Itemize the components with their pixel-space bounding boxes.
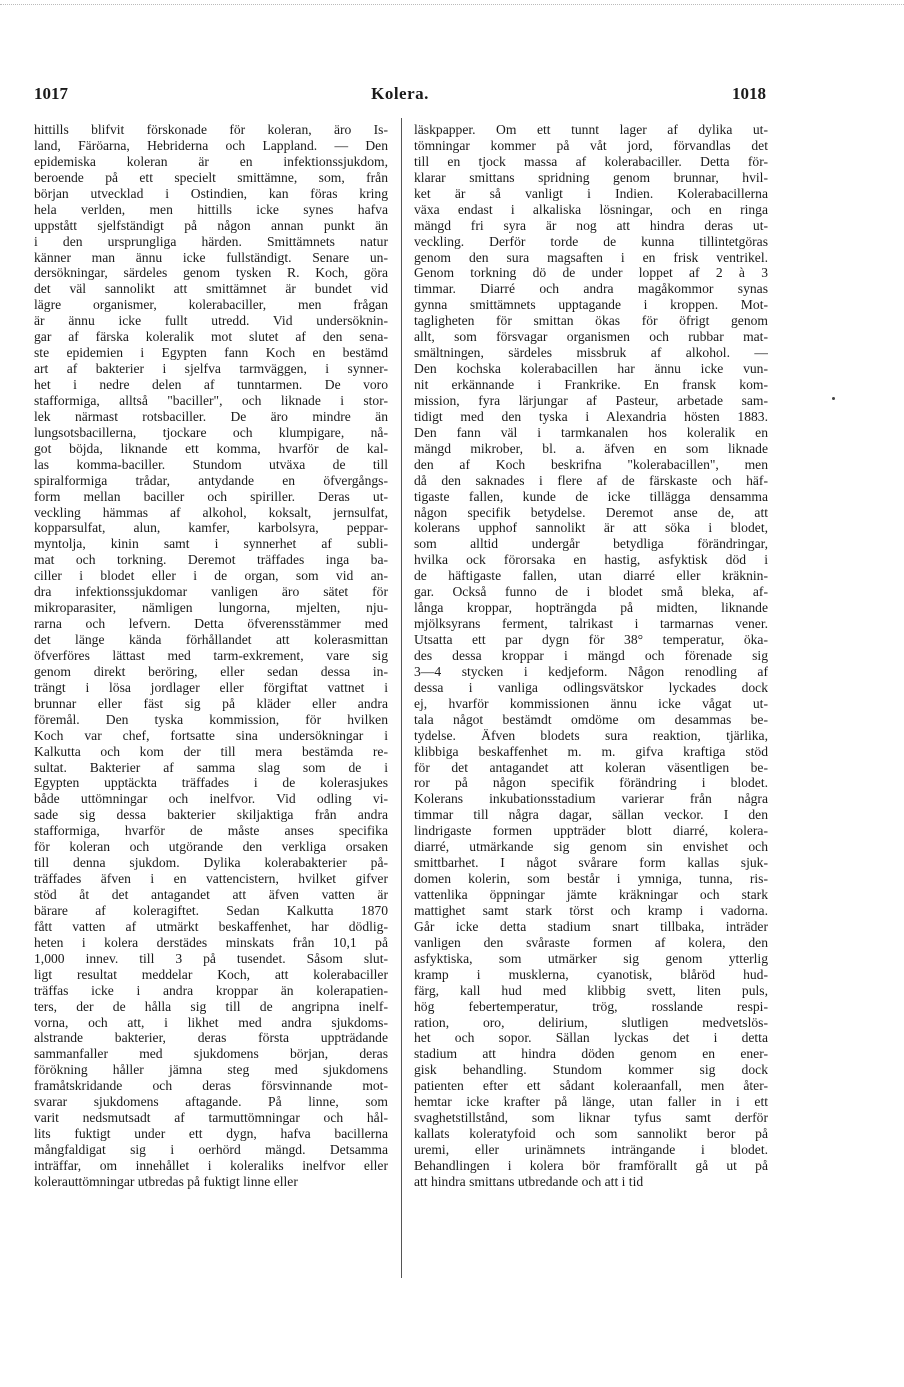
text-line: epidemiska koleran är en infektionssjukdom, (34, 153, 388, 169)
text-line: mjölksyrans ferment, talrikast i tarmarnas vener. (414, 616, 768, 632)
text-line: las komma-baciller. Stundom utväxa de till (34, 456, 388, 472)
text-line: mission, fyra lärjungar af Pasteur, arbetade sam- (414, 392, 768, 408)
text-line: ligt resultat meddelar Koch, att kolerabaciller (34, 966, 388, 982)
text-line: land, Färöarna, Hebriderna och Lappland. — Den (34, 137, 388, 153)
text-line: nit erkännande i Frankrike. En fransk kom- (414, 377, 768, 392)
margin-mark (832, 397, 835, 400)
text-line: Koch var chef, fortsatte sina undersökningar i (34, 727, 388, 743)
text-line: Kalkutta och kom der till mera bestämda re- (34, 743, 388, 759)
text-line: hittills blifvit förskonade för koleran, äro Is- (34, 122, 388, 137)
text-line: timmar. Diarré och andra magåkommor synas (414, 281, 768, 297)
text-line: den af Koch beskrifna "kolerabacillen", men (414, 456, 768, 472)
text-line: inträffar, om innehållet i koleraliks inelfvor eller (34, 1157, 388, 1173)
text-line: 3—4 stycken i kedjeform. Någon renodling af (414, 663, 768, 679)
text-line: trängt i lösa jordlager eller förgiftat vattnet i (34, 679, 388, 695)
text-line: domen kolerin, som består i ymniga, tunna, ris- (414, 871, 768, 887)
text-line: beroende på ett specielt smittämne, som, från (34, 169, 388, 185)
text-line: mattighet samt stark törst och kramp i vadorna. (414, 902, 768, 918)
text-line: veckling hämmas af alkohol, koksalt, jernsulfat, (34, 504, 388, 520)
text-line: allt, som försvagar organismen och rubbar mat- (414, 329, 768, 345)
column-divider (401, 118, 402, 1278)
text-line: Behandlingen i kolera bör framförallt gå ut på (414, 1157, 768, 1173)
text-line: sammanfaller med sjukdomens början, deras (34, 1046, 388, 1062)
text-line: träffades äfven i en vattencistern, hvilket gifver (34, 871, 388, 887)
text-line: Egypten upptäckta träffades i de kolerasjukes (34, 775, 388, 791)
text-line: patienten efter ett sådant koleraanfall, men åter- (414, 1078, 768, 1094)
text-line: vanligen den svåraste formen af kolera, den (414, 934, 768, 950)
text-line: Den fann väl i tarmkanalen hos koleralik en (414, 424, 768, 440)
text-line: för koleran och utgörande den verkliga orsaken (34, 839, 388, 855)
text-line: lek närmast rotsbaciller. De äro mindre än (34, 408, 388, 424)
text-line: ters, der de hålla sig till de angripna inelf- (34, 998, 388, 1014)
text-line: uremi, eller urinämnets inträngande i blodet. (414, 1142, 768, 1157)
text-line: färg, kall hud med klibbig svett, liten puls, (414, 982, 768, 998)
text-line: för det antagandet att koleran väsentligen be- (414, 759, 768, 775)
text-line: det länge kända förhållandet att kolerasmittan (34, 632, 388, 647)
text-line: gynna smittämnets upptagande i kroppen. Mot- (414, 297, 768, 313)
text-line: stadium att hindra döden genom en ener- (414, 1046, 768, 1062)
text-line: mångfaldigat sig i oerhörd mängd. Detsamma (34, 1142, 388, 1157)
text-line: kopparsulfat, alun, kamfer, karbolsyra, peppar- (34, 520, 388, 536)
text-line: tagligheten för smittan ökas för öfrigt genom (414, 313, 768, 329)
text-line: lungsotsbacillerna, tjockare och klumpigare, nå- (34, 424, 388, 440)
text-line: någon specifik betydelse. Deremot anse de, att (414, 504, 768, 520)
text-line: varit nedsmutsadt af tarmuttömningar och hål- (34, 1110, 388, 1126)
text-line: ket är så vanligt i Indien. Kolerabacillerna (414, 185, 768, 201)
text-line: smittbarhet. I något svårare form kallas sjuk- (414, 855, 768, 871)
text-line: långa kroppar, hopträngda på midten, liknande (414, 600, 768, 616)
text-line: som alltid undergår betydliga förändringar, (414, 536, 768, 552)
text-line: stafformiga, hvarför de måste anses specifika (34, 823, 388, 839)
text-line: fått vatten af utmärkt beskaffenhet, har dödlig- (34, 918, 388, 934)
text-line: till en tjock massa af kolerabaciller. Detta för- (414, 153, 768, 169)
text-line: början utvecklad i Ostindien, kan föras kring (34, 185, 388, 201)
text-line: ciller i blodet eller i de organ, som vid an- (34, 568, 388, 584)
text-line: dersökningar, särdeles genom tysken R. Koch, göra (34, 265, 388, 281)
text-line: hemtar icke krafter på länge, utan faller in i ett (414, 1094, 768, 1110)
text-line: form mellan baciller och spiriller. Deras ut- (34, 488, 388, 504)
text-line: ste epidemien i Egypten fann Koch en bestämd (34, 345, 388, 361)
text-line: ration, oro, delirium, slutligen medvetslös- (414, 1014, 768, 1030)
text-line: het i nedre delen af tunntarmen. De voro (34, 377, 388, 392)
top-border-rule (0, 4, 904, 5)
text-line: till denna sjukdom. Dylika kolerabakterier på- (34, 855, 388, 871)
text-line: diarré, utmärkande sig genom sin envishet och (414, 839, 768, 855)
text-line: spiralformiga trådar, antydande en öfvergångs- (34, 472, 388, 488)
text-line: art af bakterier i sjelfva tarmväggen, i synner- (34, 361, 388, 377)
text-line: i den ursprungliga härden. Smittämnets natur (34, 233, 388, 249)
text-line: känner man ännu icke fullständigt. Senare un- (34, 249, 388, 265)
text-line: rarna och lefvern. Detta öfverensstämmer med (34, 616, 388, 632)
text-line: öfverföres lättast med tarm-exkrement, vare sig (34, 647, 388, 663)
right-text-column (414, 122, 768, 1190)
text-line: stöd åt det antagandet att äfven vatten är (34, 887, 388, 902)
text-line: ror på någon specifik förändring i blodet. (414, 775, 768, 791)
text-line: smältningen, särdeles missbruk af alkohol. — (414, 345, 768, 361)
text-line: dra infektionssjukdomar vanligen äro sätet för (34, 584, 388, 600)
text-line: de häftigaste fallen, utan diarré eller kräknin- (414, 568, 768, 584)
text-line: att hindra smittans utbredande och att i tid (414, 1173, 644, 1189)
left-text-column (34, 122, 388, 1190)
text-line: är ännu icke fullt utredd. Vid undersöknin- (34, 313, 388, 329)
text-line: kramp i musklerna, cyanotisk, blåröd hud- (414, 966, 768, 982)
text-line: klibbiga beskaffenhet m. m. gifva kraftiga stöd (414, 743, 768, 759)
text-line: genom den sura magsaften i en frisk ventrikel. (414, 249, 768, 265)
text-line: mängd fri syra är nog att hindra deras ut- (414, 217, 768, 233)
text-line: tömningar kommer på våt jord, förvandlas det (414, 137, 768, 153)
text-line: brunnar eller fäst sig på kläder eller andra (34, 695, 388, 711)
text-line: kallats koleratyfoid och som sannolikt beror på (414, 1126, 768, 1142)
text-line: lindrigaste formen uppträder blott diarré, kolera- (414, 823, 768, 839)
text-line: alstrande bakterier, deras första uppträdande (34, 1030, 388, 1046)
text-line: bärare af koleragiftet. Sedan Kalkutta 1870 (34, 902, 388, 918)
page-header (34, 84, 766, 108)
text-line: förökning håller jämna steg med sjukdomens (34, 1062, 388, 1078)
text-line: klarar smittans spridning genom brunnar, hvil- (414, 169, 768, 185)
text-line: ej, hvarför kommissionen ännu icke vågat ut- (414, 695, 768, 711)
page-title: Kolera. (371, 84, 429, 103)
text-line: sultat. Bakterier af samma slag som de i (34, 759, 388, 775)
text-line: hvilka ock förorsaka en hastig, asfyktisk död i (414, 552, 768, 568)
text-line: genom direkt beröring, eller sedan dessa in- (34, 663, 388, 679)
text-line: föremål. Den tyska kommission, för hvilken (34, 711, 388, 727)
text-line: sade sig dessa bakterier skiljaktiga från andra (34, 807, 388, 823)
text-line: uppstått sjelfständigt på någon annan punkt än (34, 217, 388, 233)
text-line: got böjda, liknande ett komma, hvarför de kal- (34, 440, 388, 456)
text-line: svarar sjukdomens aftagande. På linne, som (34, 1094, 388, 1110)
text-line: des dessa kroppar i mängd och förenade sig (414, 647, 768, 663)
text-line: mat och torkning. Deremot träffades inga ba- (34, 552, 388, 568)
text-line: gar af färska koleralik mot slutet af den sena- (34, 329, 388, 345)
text-line: gisk behandling. Stundom kommer sig dock (414, 1062, 768, 1078)
text-line: kolerauttömningar utbredas på fuktigt linne eller (34, 1173, 298, 1189)
text-line: Går icke detta stadium snart tillbaka, inträder (414, 918, 768, 934)
text-line: lägre organismer, kolerabaciller, men frågan (34, 297, 388, 313)
text-line: läskpapper. Om ett tunnt lager af dylika ut- (414, 122, 768, 137)
text-line: het och sopor. Sällan lyckas det i detta (414, 1030, 768, 1046)
text-line: hela verlden, men hittills icke synes hafva (34, 201, 388, 217)
text-line: tala något bestämdt omdöme om desammas be- (414, 711, 768, 727)
text-line: timmar till några dagar, sällan veckor. I den (414, 807, 768, 823)
text-line: mängd mikrober, bl. a. äfven en som liknade (414, 440, 768, 456)
text-line: framåtskridande och deras försvinnande mot- (34, 1078, 388, 1094)
text-line: Den kochska kolerabacillen har ännu icke vun- (414, 361, 768, 377)
text-line: 1,000 innev. till 3 på tusendet. Såsom slut- (34, 950, 388, 966)
text-line: svaghetstillstånd, som liknar tyfus samt derför (414, 1110, 768, 1126)
text-line: stafformiga, alltså "baciller", och liknade i stor- (34, 392, 388, 408)
text-line: det väl sannolikt att smittämnet är bundet vid (34, 281, 388, 297)
text-line: tidigt med den tyska i Alexandria hösten 1883. (414, 408, 768, 424)
text-line: växa endast i alkaliska lösningar, och en ringa (414, 201, 768, 217)
text-line: då den saknades i flere af de färskaste och häf- (414, 472, 768, 488)
text-line: kolerans upphof sannolikt är att söka i blodet, (414, 520, 768, 536)
text-line: Utsatta ett par dygn för 38° temperatur, öka- (414, 632, 768, 647)
text-line: dessa i vanliga odlingsvätskor lyckades dock (414, 679, 768, 695)
text-line: Genom torkning dö de under loppet af 2 à 3 (414, 265, 768, 281)
page-number-right: 1018 (732, 84, 766, 103)
text-line: myntolja, kinin samt i synnerhet af subli- (34, 536, 388, 552)
text-line: både uttömningar och inelfvor. Vid odling vi- (34, 791, 388, 807)
text-line: tigaste fallen, kunde de icke tillägga densamma (414, 488, 768, 504)
text-line: Kolerans inkubationsstadium varierar från några (414, 791, 768, 807)
text-line: gar. Också funno de i blodet små bleka, af- (414, 584, 768, 600)
text-line: träffas icke i andra kroppar än kolerapatien- (34, 982, 388, 998)
text-line: vorna, och att, i likhet med andra sjukdoms- (34, 1014, 388, 1030)
text-line: mikroparasiter, nämligen lungorna, mjelten, nju- (34, 600, 388, 616)
page-number-left: 1017 (34, 84, 68, 103)
text-line: asfyktiska, som utmärker sig genom ytterlig (414, 950, 768, 966)
text-line: lits fuktigt under ett dygn, hafva bacillerna (34, 1126, 388, 1142)
text-line: heten i kolera derstädes minskats från 10,1 på (34, 934, 388, 950)
text-line: hög febertemperatur, trög, rosslande respi- (414, 998, 768, 1014)
text-line: tydelse. Äfven blodets sura reaktion, tjärlika, (414, 727, 768, 743)
text-line: vattenlika öppningar jämte kräkningar och stark (414, 887, 768, 902)
text-line: veckling. Derför torde de kunna tillintetgöras (414, 233, 768, 249)
